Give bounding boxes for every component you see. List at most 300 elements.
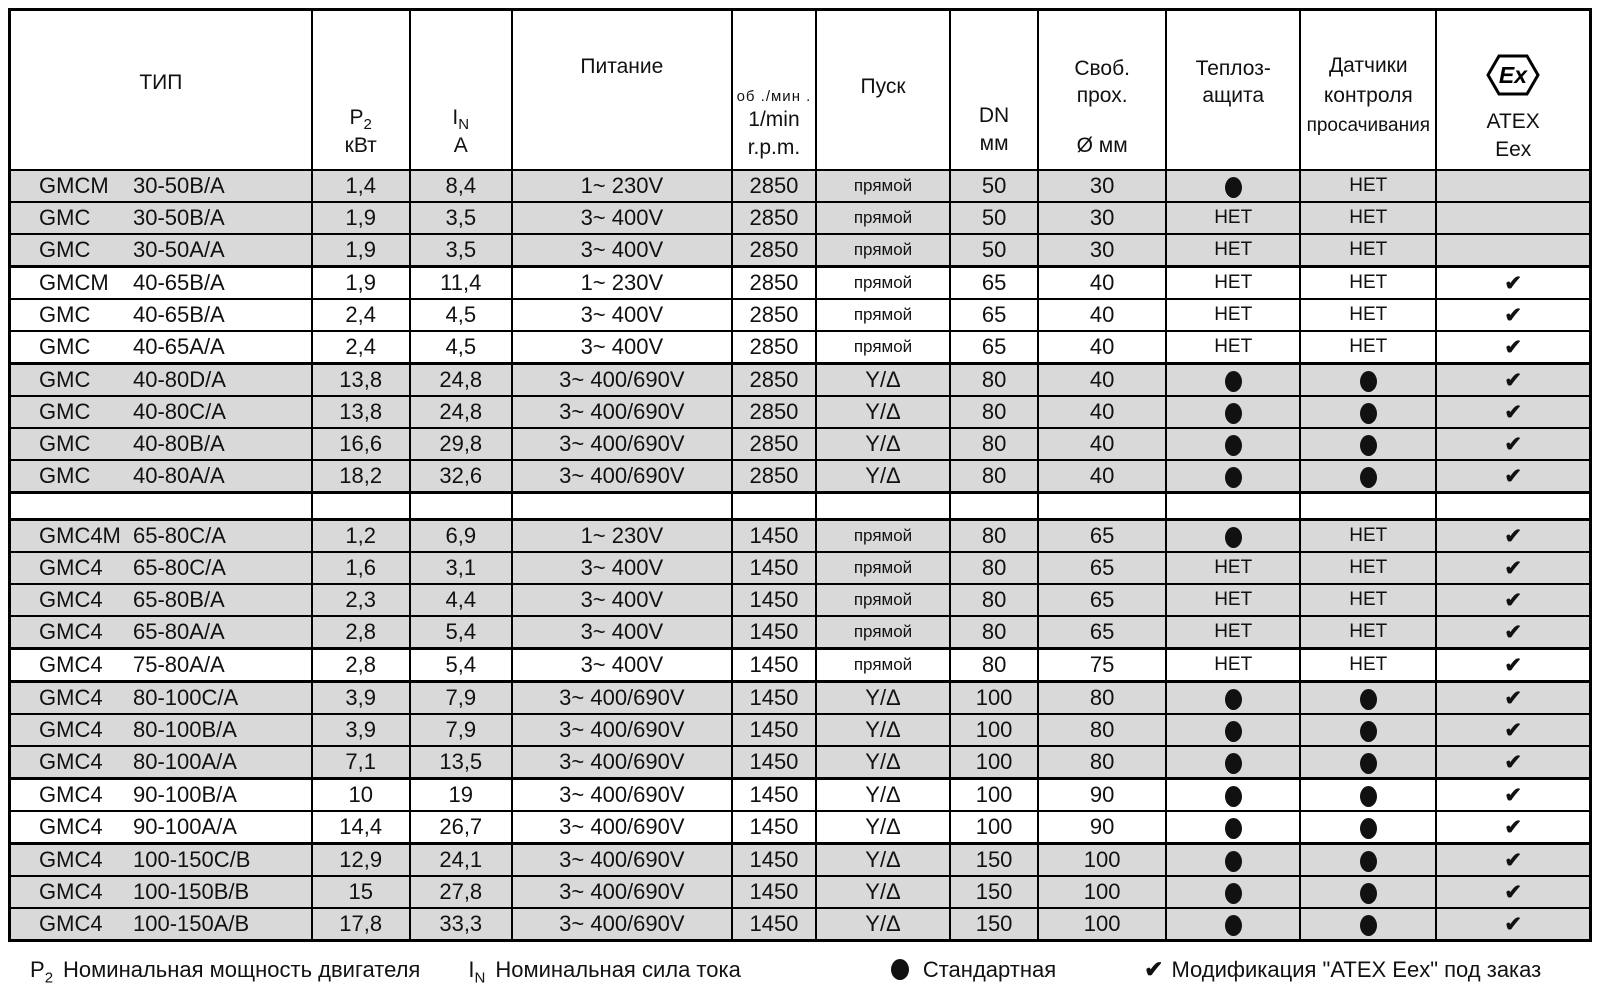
- leak-sensor-cell: [1300, 876, 1436, 908]
- type-prefix: GMC: [39, 399, 91, 424]
- standard-dot-icon: [1360, 851, 1377, 872]
- in-a-cell: 24,8: [410, 396, 512, 428]
- in-a-cell: 7,9: [410, 714, 512, 746]
- rpm-cell: 1450: [732, 746, 816, 779]
- in-a-cell: 6,9: [410, 520, 512, 553]
- atex-check-icon: ✔: [1504, 784, 1522, 807]
- type-size: 40-65B/A: [133, 270, 225, 295]
- type-size: 65-80C/A: [133, 555, 226, 580]
- atex-cell: [1436, 811, 1590, 844]
- rpm-label-rpm: r.p.m.: [747, 135, 801, 159]
- dn-cell: 150: [950, 908, 1038, 941]
- atex-check-icon: ✔: [1504, 913, 1522, 936]
- col-header-rpm: [732, 10, 816, 171]
- dn-cell: 80: [950, 552, 1038, 584]
- p2-kw-cell: 15: [312, 876, 410, 908]
- atex-check-icon: ✔: [1504, 465, 1522, 488]
- dn-cell: 65: [950, 299, 1038, 331]
- type-prefix: GMC4: [39, 847, 103, 872]
- atex-check-icon: ✔: [1504, 751, 1522, 774]
- power-supply-cell: 3~ 400/690V: [512, 364, 732, 397]
- pump-type-cell: [10, 460, 312, 493]
- rpm-cell: 1450: [732, 811, 816, 844]
- atex-check-icon: ✔: [1504, 621, 1522, 644]
- atex-cell: [1436, 908, 1590, 941]
- svg-text:Ex: Ex: [1499, 62, 1528, 89]
- dn-cell: 100: [950, 779, 1038, 812]
- power-supply-cell: 3~ 400V: [512, 299, 732, 331]
- dn-cell: 100: [950, 714, 1038, 746]
- pump-type-cell: [10, 746, 312, 779]
- col-header-start: [816, 10, 950, 171]
- col-header-power: [512, 10, 732, 171]
- free-passage-cell: 40: [1038, 299, 1166, 331]
- standard-dot-icon: [1360, 818, 1377, 839]
- pump-type-cell: [10, 202, 312, 234]
- rpm-cell: 2850: [732, 331, 816, 364]
- table-row: [10, 682, 1591, 715]
- type-size: 90-100B/A: [133, 782, 237, 807]
- col-header-type: [10, 10, 312, 171]
- free-passage-label: Своб. прох.: [1074, 57, 1130, 108]
- free-passage-cell: 100: [1038, 908, 1166, 941]
- dn-cell: 80: [950, 364, 1038, 397]
- atex-cell: [1436, 396, 1590, 428]
- dn-cell: 50: [950, 170, 1038, 202]
- type-size: 65-80C/A: [133, 523, 226, 548]
- thermal-protection-cell: [1166, 844, 1300, 877]
- table-row: [10, 396, 1591, 428]
- start-mode-cell: Y/Δ: [816, 746, 950, 779]
- thermal-protection-cell: [1166, 779, 1300, 812]
- dn-cell: 80: [950, 649, 1038, 682]
- free-passage-cell: 30: [1038, 202, 1166, 234]
- leak-sensor-cell: НЕТ: [1300, 616, 1436, 649]
- leak-sensor-cell: [1300, 396, 1436, 428]
- dn-cell: 50: [950, 202, 1038, 234]
- atex-cell: [1436, 779, 1590, 812]
- type-prefix: GMC: [39, 205, 91, 230]
- start-mode-cell: Y/Δ: [816, 876, 950, 908]
- p2-kw-cell: 14,4: [312, 811, 410, 844]
- type-prefix: GMC4: [39, 555, 103, 580]
- pump-type-cell: [10, 364, 312, 397]
- standard-dot-icon: [1225, 883, 1242, 904]
- p2-kw-cell: 3,9: [312, 682, 410, 715]
- table-row: [10, 520, 1591, 553]
- thermal-protection-cell: НЕТ: [1166, 202, 1300, 234]
- type-prefix: GMC4: [39, 782, 103, 807]
- atex-check-icon: ✔: [1504, 525, 1522, 548]
- col-header-leak-sensors: [1300, 10, 1436, 171]
- standard-dot-icon: [1225, 435, 1242, 456]
- dn-cell: 100: [950, 746, 1038, 779]
- atex-check-icon: ✔: [1504, 849, 1522, 872]
- p2-symbol: $P_2$: [349, 106, 372, 134]
- p2-kw-cell: 13,8: [312, 364, 410, 397]
- in-a-cell: 33,3: [410, 908, 512, 941]
- type-size: 80-100A/A: [133, 749, 237, 774]
- atex-check-icon: ✔: [1504, 272, 1522, 295]
- atex-cell: [1436, 267, 1590, 300]
- col-header-atex: [1436, 10, 1590, 171]
- thermal-protection-cell: [1166, 908, 1300, 941]
- type-prefix: GMC: [39, 334, 91, 359]
- in-symbol: $I_N$: [452, 106, 470, 134]
- pump-type-cell: [10, 299, 312, 331]
- start-mode-cell: Y/Δ: [816, 811, 950, 844]
- type-prefix: GMC4: [39, 619, 103, 644]
- table-row: [10, 584, 1591, 616]
- power-supply-cell: 3~ 400V: [512, 234, 732, 267]
- free-passage-cell: 75: [1038, 649, 1166, 682]
- type-size: 40-80D/A: [133, 367, 226, 392]
- thermal-protection-cell: [1166, 811, 1300, 844]
- start-mode-cell: прямой: [816, 616, 950, 649]
- standard-dot-icon: [1225, 818, 1242, 839]
- rpm-cell: 2850: [732, 234, 816, 267]
- power-supply-cell: 3~ 400/690V: [512, 908, 732, 941]
- atex-cell: [1436, 616, 1590, 649]
- rpm-cell: 2850: [732, 267, 816, 300]
- rpm-cell: 1450: [732, 616, 816, 649]
- legend-atex: [1144, 956, 1541, 983]
- sensors-label-line2: контроля: [1323, 84, 1413, 108]
- p2-kw-cell: 1,9: [312, 234, 410, 267]
- thermal-protection-cell: [1166, 460, 1300, 493]
- type-size: 80-100C/A: [133, 685, 239, 710]
- free-passage-cell: 40: [1038, 428, 1166, 460]
- thermal-protection-cell: НЕТ: [1166, 299, 1300, 331]
- in-a-cell: 19: [410, 779, 512, 812]
- p2-kw-cell: 16,6: [312, 428, 410, 460]
- pump-type-cell: [10, 908, 312, 941]
- atex-check-icon: ✔: [1144, 956, 1164, 982]
- rpm-cell: 1450: [732, 779, 816, 812]
- rpm-cell: 2850: [732, 428, 816, 460]
- p2-kw-cell: 2,3: [312, 584, 410, 616]
- thermal-protection-cell: НЕТ: [1166, 267, 1300, 300]
- type-prefix: GMCM: [39, 270, 109, 295]
- table-row: [10, 552, 1591, 584]
- empty-atex-cell: [1436, 493, 1590, 520]
- dn-cell: 80: [950, 396, 1038, 428]
- table-row: [10, 714, 1591, 746]
- in-a-cell: 4,5: [410, 299, 512, 331]
- type-size: 65-80B/A: [133, 587, 225, 612]
- atex-check-icon: ✔: [1504, 881, 1522, 904]
- spacer-row: [10, 493, 1591, 520]
- table-row: [10, 746, 1591, 779]
- pump-type-cell: [10, 616, 312, 649]
- in-a-cell: 4,4: [410, 584, 512, 616]
- in-a-cell: 13,5: [410, 746, 512, 779]
- legend-in-text: Номинальная сила тока: [495, 956, 741, 982]
- pump-type-cell: [10, 682, 312, 715]
- table-row: [10, 170, 1591, 202]
- ex-hexagon-logo: [1484, 52, 1542, 98]
- leak-sensor-cell: НЕТ: [1300, 520, 1436, 553]
- col-header-dn: [950, 10, 1038, 171]
- empty-rpm-cell: [732, 493, 816, 520]
- rpm-cell: 2850: [732, 460, 816, 493]
- type-size: 80-100B/A: [133, 717, 237, 742]
- standard-dot-icon: [1360, 721, 1377, 742]
- standard-dot-icon: [1360, 883, 1377, 904]
- standard-dot-icon: [1360, 915, 1377, 936]
- standard-dot-icon: [1225, 915, 1242, 936]
- free-passage-cell: 65: [1038, 584, 1166, 616]
- table-header: [10, 10, 1591, 171]
- power-supply-cell: 3~ 400/690V: [512, 714, 732, 746]
- leak-sensor-cell: НЕТ: [1300, 170, 1436, 202]
- col-header-p2: [312, 10, 410, 171]
- p2-kw-cell: 1,6: [312, 552, 410, 584]
- atex-cell: [1436, 584, 1590, 616]
- type-size: 30-50A/A: [133, 237, 225, 262]
- p2-kw-cell: 2,4: [312, 331, 410, 364]
- leak-sensor-cell: [1300, 908, 1436, 941]
- thermal-protection-cell: НЕТ: [1166, 234, 1300, 267]
- free-passage-cell: 80: [1038, 746, 1166, 779]
- dn-cell: 80: [950, 428, 1038, 460]
- spec-sheet-page: [0, 8, 1600, 986]
- leak-sensor-cell: [1300, 844, 1436, 877]
- atex-cell: [1436, 649, 1590, 682]
- type-prefix: GMC: [39, 302, 91, 327]
- in-a-cell: 24,1: [410, 844, 512, 877]
- sensors-label-line1: Датчики: [1328, 54, 1408, 77]
- power-supply-cell: 3~ 400/690V: [512, 460, 732, 493]
- free-passage-cell: 100: [1038, 844, 1166, 877]
- standard-dot-icon: [1225, 403, 1242, 424]
- legend-p2: [30, 956, 421, 986]
- leak-sensor-cell: [1300, 682, 1436, 715]
- pump-spec-table: [8, 8, 1592, 942]
- power-supply-cell: 3~ 400/690V: [512, 396, 732, 428]
- standard-dot-icon: [891, 959, 909, 980]
- table-row: [10, 267, 1591, 300]
- leak-sensor-cell: [1300, 460, 1436, 493]
- dn-cell: 50: [950, 234, 1038, 267]
- type-size: 100-150B/B: [133, 879, 250, 904]
- atex-check-icon: ✔: [1504, 719, 1522, 742]
- type-prefix: GMC: [39, 367, 91, 392]
- type-size: 40-65B/A: [133, 302, 225, 327]
- power-supply-cell: 1~ 230V: [512, 170, 732, 202]
- dn-cell: 100: [950, 811, 1038, 844]
- pump-type-cell: [10, 714, 312, 746]
- p2-kw-cell: 2,4: [312, 299, 410, 331]
- type-size: 100-150C/B: [133, 847, 251, 872]
- atex-cell: [1436, 460, 1590, 493]
- power-supply-cell: 3~ 400V: [512, 202, 732, 234]
- empty-power-cell: [512, 493, 732, 520]
- p2-unit: кВт: [344, 133, 377, 157]
- free-passage-cell: 80: [1038, 682, 1166, 715]
- rpm-cell: 2850: [732, 396, 816, 428]
- power-supply-cell: 1~ 230V: [512, 520, 732, 553]
- standard-dot-icon: [1225, 851, 1242, 872]
- pump-type-cell: [10, 779, 312, 812]
- start-mode-cell: прямой: [816, 267, 950, 300]
- power-supply-cell: 3~ 400/690V: [512, 779, 732, 812]
- start-mode-cell: Y/Δ: [816, 364, 950, 397]
- atex-cell: [1436, 552, 1590, 584]
- p2-symbol: $P_2$: [30, 956, 54, 986]
- in-a-cell: 3,5: [410, 202, 512, 234]
- pump-type-cell: [10, 267, 312, 300]
- rpm-cell: 2850: [732, 299, 816, 331]
- p2-kw-cell: 2,8: [312, 616, 410, 649]
- atex-cell: [1436, 331, 1590, 364]
- type-prefix: GMC4: [39, 911, 103, 936]
- free-passage-unit: Ø мм: [1076, 133, 1128, 157]
- col-header-in: [410, 10, 512, 171]
- empty-p2-cell: [312, 493, 410, 520]
- leak-sensor-cell: [1300, 364, 1436, 397]
- power-supply-cell: 3~ 400V: [512, 616, 732, 649]
- start-mode-cell: Y/Δ: [816, 779, 950, 812]
- empty-sensors-cell: [1300, 493, 1436, 520]
- standard-dot-icon: [1360, 371, 1377, 392]
- type-prefix: GMC4: [39, 717, 103, 742]
- col-header-free-passage: [1038, 10, 1166, 171]
- table-row: [10, 234, 1591, 267]
- in-a-cell: 29,8: [410, 428, 512, 460]
- atex-cell: [1436, 428, 1590, 460]
- in-a-cell: 24,8: [410, 364, 512, 397]
- empty-in-cell: [410, 493, 512, 520]
- start-mode-cell: Y/Δ: [816, 682, 950, 715]
- dn-cell: 150: [950, 844, 1038, 877]
- leak-sensor-cell: НЕТ: [1300, 649, 1436, 682]
- dn-cell: 80: [950, 616, 1038, 649]
- in-a-cell: 7,9: [410, 682, 512, 715]
- rpm-cell: 1450: [732, 876, 816, 908]
- thermal-protection-cell: [1166, 746, 1300, 779]
- pump-type-cell: [10, 584, 312, 616]
- in-a-cell: 3,5: [410, 234, 512, 267]
- standard-dot-icon: [1225, 753, 1242, 774]
- legend-standard: [891, 957, 1056, 983]
- in-a-cell: 8,4: [410, 170, 512, 202]
- legend-standard-text: Стандартная: [922, 956, 1057, 982]
- power-supply-cell: 3~ 400/690V: [512, 746, 732, 779]
- dn-cell: 150: [950, 876, 1038, 908]
- table-row: [10, 844, 1591, 877]
- standard-dot-icon: [1225, 371, 1242, 392]
- in-a-cell: 3,1: [410, 552, 512, 584]
- atex-cell: [1436, 299, 1590, 331]
- table-row: [10, 908, 1591, 941]
- start-mode-cell: Y/Δ: [816, 396, 950, 428]
- rpm-cell: 2850: [732, 202, 816, 234]
- rpm-cell: 2850: [732, 364, 816, 397]
- atex-check-icon: ✔: [1504, 336, 1522, 359]
- free-passage-cell: 40: [1038, 267, 1166, 300]
- pump-type-cell: [10, 876, 312, 908]
- thermal-protection-cell: [1166, 520, 1300, 553]
- dn-cell: 65: [950, 331, 1038, 364]
- leak-sensor-cell: [1300, 779, 1436, 812]
- table-row: [10, 460, 1591, 493]
- free-passage-cell: 65: [1038, 520, 1166, 553]
- standard-dot-icon: [1360, 753, 1377, 774]
- eex-label: Eex: [1495, 137, 1532, 161]
- table-row: [10, 428, 1591, 460]
- leak-sensor-cell: [1300, 714, 1436, 746]
- free-passage-cell: 40: [1038, 364, 1166, 397]
- leak-sensor-cell: [1300, 428, 1436, 460]
- power-supply-cell: 3~ 400V: [512, 331, 732, 364]
- type-size: 40-80C/A: [133, 399, 226, 424]
- type-prefix: GMC: [39, 431, 91, 456]
- table-row: [10, 876, 1591, 908]
- power-supply-cell: 1~ 230V: [512, 267, 732, 300]
- atex-check-icon: ✔: [1504, 557, 1522, 580]
- in-a-cell: 27,8: [410, 876, 512, 908]
- pump-type-cell: [10, 170, 312, 202]
- start-mode-cell: прямой: [816, 649, 950, 682]
- atex-cell: [1436, 364, 1590, 397]
- table-row: [10, 649, 1591, 682]
- pump-type-cell: [10, 234, 312, 267]
- power-supply-cell: 3~ 400/690V: [512, 844, 732, 877]
- free-passage-cell: 40: [1038, 396, 1166, 428]
- legend: [30, 956, 1600, 986]
- type-prefix: GMC4: [39, 685, 103, 710]
- pump-type-cell: [10, 428, 312, 460]
- rpm-cell: 1450: [732, 682, 816, 715]
- standard-dot-icon: [1360, 689, 1377, 710]
- type-size: 65-80A/A: [133, 619, 225, 644]
- pump-type-cell: [10, 649, 312, 682]
- power-supply-cell: 3~ 400/690V: [512, 876, 732, 908]
- p2-kw-cell: 10: [312, 779, 410, 812]
- rpm-cell: 1450: [732, 844, 816, 877]
- atex-cell: [1436, 520, 1590, 553]
- leak-sensor-cell: НЕТ: [1300, 299, 1436, 331]
- type-size: 30-50B/A: [133, 173, 225, 198]
- table-row: [10, 364, 1591, 397]
- start-mode-cell: прямой: [816, 202, 950, 234]
- type-prefix: GMC4: [39, 587, 103, 612]
- rpm-cell: 2850: [732, 170, 816, 202]
- standard-dot-icon: [1225, 527, 1242, 548]
- dn-cell: 80: [950, 520, 1038, 553]
- atex-check-icon: ✔: [1504, 589, 1522, 612]
- power-header-label: Питание: [580, 55, 664, 78]
- atex-check-icon: ✔: [1504, 304, 1522, 327]
- power-supply-cell: 3~ 400V: [512, 552, 732, 584]
- free-passage-cell: 90: [1038, 811, 1166, 844]
- power-supply-cell: 3~ 400V: [512, 584, 732, 616]
- standard-dot-icon: [1225, 786, 1242, 807]
- thermal-protection-cell: [1166, 714, 1300, 746]
- dn-cell: 100: [950, 682, 1038, 715]
- free-passage-cell: 40: [1038, 460, 1166, 493]
- dn-unit: мм: [979, 131, 1009, 155]
- p2-kw-cell: 3,9: [312, 714, 410, 746]
- free-passage-cell: 65: [1038, 616, 1166, 649]
- thermal-protection-cell: НЕТ: [1166, 649, 1300, 682]
- empty-dn-cell: [950, 493, 1038, 520]
- power-supply-cell: 3~ 400V: [512, 649, 732, 682]
- empty-type-cell: [10, 493, 312, 520]
- p2-kw-cell: 13,8: [312, 396, 410, 428]
- thermal-protection-cell: [1166, 428, 1300, 460]
